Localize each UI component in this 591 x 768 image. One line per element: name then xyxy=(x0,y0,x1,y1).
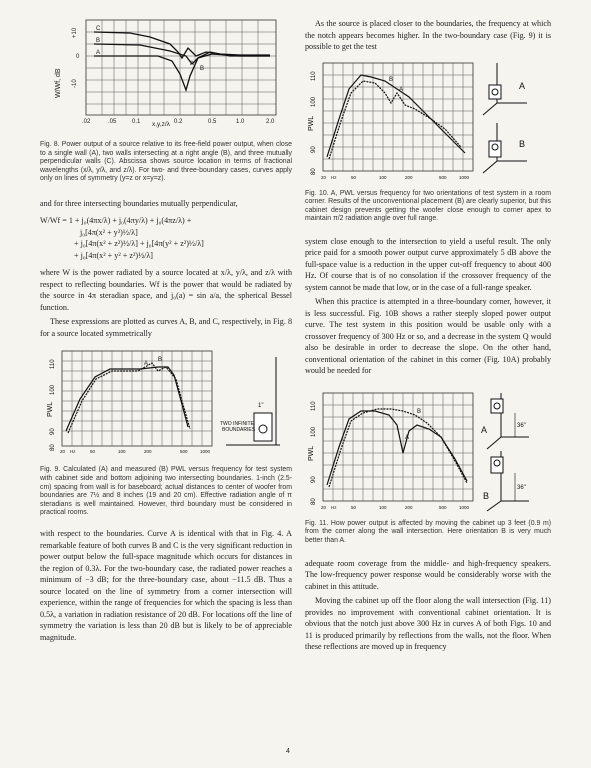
fig11-chart xyxy=(305,389,551,513)
fig9-chart xyxy=(40,349,292,459)
fig11-xtick-4: 200 xyxy=(405,504,413,510)
fig9-inset-spacing: 1" xyxy=(258,403,264,410)
fig8-chart xyxy=(40,18,292,130)
fig11-ytick-1: 100 xyxy=(311,426,317,437)
fig8-xtick-2: 0.1 xyxy=(132,119,141,125)
fig10-ytick-2: 90 xyxy=(311,145,317,153)
fig10-xtick-2: 50 xyxy=(351,174,357,180)
fig9-xtick-0: 20 xyxy=(60,449,66,455)
fig9-inset-text-2: BOUNDARIES xyxy=(222,427,256,434)
fig9-xtick-6: 1000 xyxy=(200,449,211,455)
fig8-xlabel: x,y,z/λ xyxy=(152,121,170,128)
fig11-curve-b xyxy=(329,409,467,487)
fig9-curve-a xyxy=(66,367,188,431)
fig9-ytick-2: 90 xyxy=(50,428,56,436)
fig11-ytick-3: 80 xyxy=(311,498,317,505)
fig11-xtick-5: 500 xyxy=(439,504,447,510)
equation-line-3: + j₀[4π(x² + z²)½/λ] + j₀[4π(y² + z²)½/λ] xyxy=(74,239,204,249)
right-paragraph-5: Moving the cabinet up off the floor along the wall intersection (Fig. 11) provides no improvement with conventional cabinet orientation. It is obvious that the notch just above 300 Hz in curves A of both Figs. 10 and 11 is produced primarily by reflections from the walls, not the floor. When these reflections are moved up in frequency xyxy=(305,596,551,652)
fig10-grid xyxy=(323,63,473,171)
fig9-xtick-5: 500 xyxy=(180,449,188,455)
fig8-xtick-0: .02 xyxy=(82,119,91,125)
right-paragraph-3: When this practice is attempted in a three-boundary corner, however, it is less successful. Fig. 10B shows a rather steeply sloped power output curve. The test system in this position would be usable only with a crossover frequency of 300 Hz or so, and a decrease in the system Q would also be desirable in order to decrease the slope. On the other hand, conventional orientation of the cabinet in this corner (Fig. 10A) probably would be needed for xyxy=(305,297,551,376)
fig9-ytick-0: 110 xyxy=(50,359,56,370)
fig10-cabinet-diagrams xyxy=(483,63,527,173)
fig9-ytick-3: 80 xyxy=(50,444,56,452)
equation-line-2: j₀[4π(x² + y²)½/λ] xyxy=(80,227,138,237)
fig8-xtick-1: .05 xyxy=(108,119,117,125)
fig9-ytick-1: 100 xyxy=(50,385,56,396)
fig9-label-a: A xyxy=(144,361,149,368)
fig11-ytick-0: 110 xyxy=(311,401,317,411)
fig11-label-a: A xyxy=(405,434,410,441)
fig11-caption: Fig. 11. How power output is affected by moving the cabinet up 3 feet (0.9 m) from the corner along the wall intersection. Here orientation B is very much better than A. xyxy=(305,519,551,545)
fig9-xtick-2: 50 xyxy=(90,449,96,455)
left-column xyxy=(40,18,292,643)
fig11-xtick-3: 100 xyxy=(379,504,387,510)
fig11-dimension-b: 36" xyxy=(517,484,526,491)
fig9-xtick-4: 200 xyxy=(144,449,152,455)
fig10-xtick-6: 1000 xyxy=(459,174,470,180)
fig8-label-b: B xyxy=(96,38,101,44)
fig8-grid xyxy=(86,20,276,115)
fig8-ytick-1: 0 xyxy=(76,54,80,60)
fig11-xtick-2: 50 xyxy=(351,504,357,510)
fig11-curve-a xyxy=(327,408,467,485)
fig11-ytick-2: 90 xyxy=(311,476,317,483)
right-column xyxy=(305,18,551,653)
fig8-xtick-4: 0.5 xyxy=(208,119,217,125)
fig8-xtick-3: 0.2 xyxy=(174,119,183,125)
fig8-xtick-6: 2.0 xyxy=(266,119,275,125)
fig10-caption: Fig. 10. A, PWL versus frequency for two orientations of test system in a room corner. Results of the unconventional placement (B) are clearly superior, but this cabinet design prevents getting the woofer close enough to corner apex to maintain π/2 radiation angle over full range. xyxy=(305,189,551,223)
fig11-xtick-6: 1000 xyxy=(459,504,470,510)
fig10-ytick-3: 80 xyxy=(311,167,317,175)
equation-block xyxy=(40,215,292,261)
fig11-xtick-1: Hz xyxy=(331,504,337,510)
fig9-label-b: B xyxy=(158,357,163,364)
fig9-curve-b xyxy=(68,363,190,433)
right-paragraph-2: system close enough to the intersection to yield a useful result. The only price paid for a smooth power output curve approximately 5 dB above the full-space value is a reduction in the upper cut-off frequency to about 400 Hz. Of course that is of no consolation if the crossover frequency of the system cannot be made that low, or in the case of a full-range speaker. xyxy=(305,236,551,292)
fig11-dimension-a: 36" xyxy=(517,422,526,429)
fig10-chart xyxy=(305,59,551,183)
fig10-ytick-1: 100 xyxy=(311,96,317,107)
fig8-curves xyxy=(94,32,270,90)
page-number: 4 xyxy=(286,748,290,755)
fig8-label-a: A xyxy=(96,50,101,56)
fig11-grid xyxy=(323,393,473,501)
fig9-caption: Fig. 9. Calculated (A) and measured (B) PWL versus frequency for test system with cabinet side and bottom adjoining two intersecting boundaries. 1-inch (2.5-cm) spacing from wall is for baseboard; actual distances to center of woofer from boundaries are 7½ and 8 inches (19 and 20 cm). Effective radiation angle of π steradians is well maintained. However, third boundary must be considered in practical rooms. xyxy=(40,466,292,517)
fig11-curves xyxy=(327,409,467,487)
left-paragraph-3: These expressions are plotted as curves A, B, and C, respectively, in Fig. 8 for a source located symmetrically xyxy=(40,317,292,338)
fig11-xtick-0: 20 xyxy=(321,504,327,510)
fig9-xtick-1: Hz xyxy=(70,449,76,455)
fig8-caption: Fig. 8. Power output of a source relative to its free-field power output, when close to a single wall (A), two walls intersecting at a right angle (B), and three mutually perpendicular walls (C). Abscissa shows source location in terms of fractional wavelengths (x/λ, y/λ, and z/λ). For two- and three-boundary cases, curves apply only on lines of symmetry (y=z or x=y=z). xyxy=(40,141,292,183)
fig10-xtick-3: 100 xyxy=(379,174,387,180)
fig10-curve-a xyxy=(329,81,461,159)
left-paragraph-1: and for three intersecting boundaries mutually perpendicular, xyxy=(40,198,238,208)
fig10-label-b: B xyxy=(389,76,394,83)
fig10-xtick-1: Hz xyxy=(331,174,337,180)
fig11-cabinet-a: A xyxy=(481,424,488,435)
fig8-label-c: C xyxy=(96,26,101,32)
fig10-ytick-0: 110 xyxy=(311,70,317,81)
fig8-ylabel: W/Wf, dB xyxy=(55,68,62,98)
fig11-ylabel: PWL xyxy=(308,445,315,461)
fig10-curve-b xyxy=(327,75,465,157)
fig9-grid xyxy=(62,351,212,446)
fig10-xtick-4: 200 xyxy=(405,174,413,180)
fig10-ylabel: PWL xyxy=(308,115,315,131)
left-paragraph-4: with respect to the boundaries. Curve A is identical with that in Fig. 4. A remarkable feature of both curves B and C is the very significant reduction in power output below the full-space magnitude which occurs for distances in the region of 0.3λ. For the two-boundary case, the radiated power reaches a minimum of −3 dB; for the three-boundary case, about −11.5 dB. Thus a source located on the line of symmetry from a corner intersection will experience, within the range of frequencies for which the spacing is less than 0.5λ, a variation in radiation resistance of 20 dB. For locations off the line of symmetry the variation is less than 20 dB but is likely to be of appreciable magnitude. xyxy=(40,529,292,642)
fig10-xtick-0: 20 xyxy=(321,174,327,180)
fig8-label-b2: B xyxy=(200,66,205,72)
fig8-ytick-2: -10 xyxy=(72,79,78,88)
fig8-ytick-0: +10 xyxy=(72,27,78,38)
fig9-ylabel: PWL xyxy=(47,402,54,418)
fig10-xtick-5: 500 xyxy=(439,174,447,180)
right-paragraph-4: adequate room coverage from the middle- and high-frequency speakers. The low-frequency power response would be considerably worse with the cabinet in this attitude. xyxy=(305,558,551,591)
fig8-xtick-5: 1.0 xyxy=(236,119,245,125)
fig8-curve-b xyxy=(94,44,270,64)
equation-line-1: W/Wf = 1 + j₀(4πx/λ) + j₀(4πy/λ) + j₀(4πz/λ) + xyxy=(40,216,192,226)
left-paragraph-2: where W is the power radiated by a source located at x/λ, y/λ, and z/λ with respect to reflecting boundaries. Wf is the power that would be radiated by the source in 4π steradian space, and j₀(a) = sin a/a, the spherical Bessel function. xyxy=(40,268,292,312)
equation-line-4: + j₀[4π(x² + y² + z²)½/λ] xyxy=(74,250,154,260)
fig10-cabinet-a: A xyxy=(519,80,526,91)
fig10-label-a: A xyxy=(399,86,404,93)
fig10-curves xyxy=(327,75,465,159)
right-paragraph-1: As the source is placed closer to the boundaries, the frequency at which the notch appears becomes higher. In the two-boundary case (Fig. 9) it is possible to get the test xyxy=(305,19,551,51)
fig9-inset-text-1: TWO INFINITE xyxy=(220,421,254,428)
fig9-curves xyxy=(66,363,190,433)
fig8-label-a2: A xyxy=(190,61,195,67)
fig11-cabinet-diagrams xyxy=(487,393,529,511)
fig11-label-b: B xyxy=(417,408,422,415)
fig9-xtick-3: 100 xyxy=(118,449,126,455)
fig10-cabinet-b: B xyxy=(519,138,526,149)
fig11-cabinet-b: B xyxy=(483,490,490,501)
